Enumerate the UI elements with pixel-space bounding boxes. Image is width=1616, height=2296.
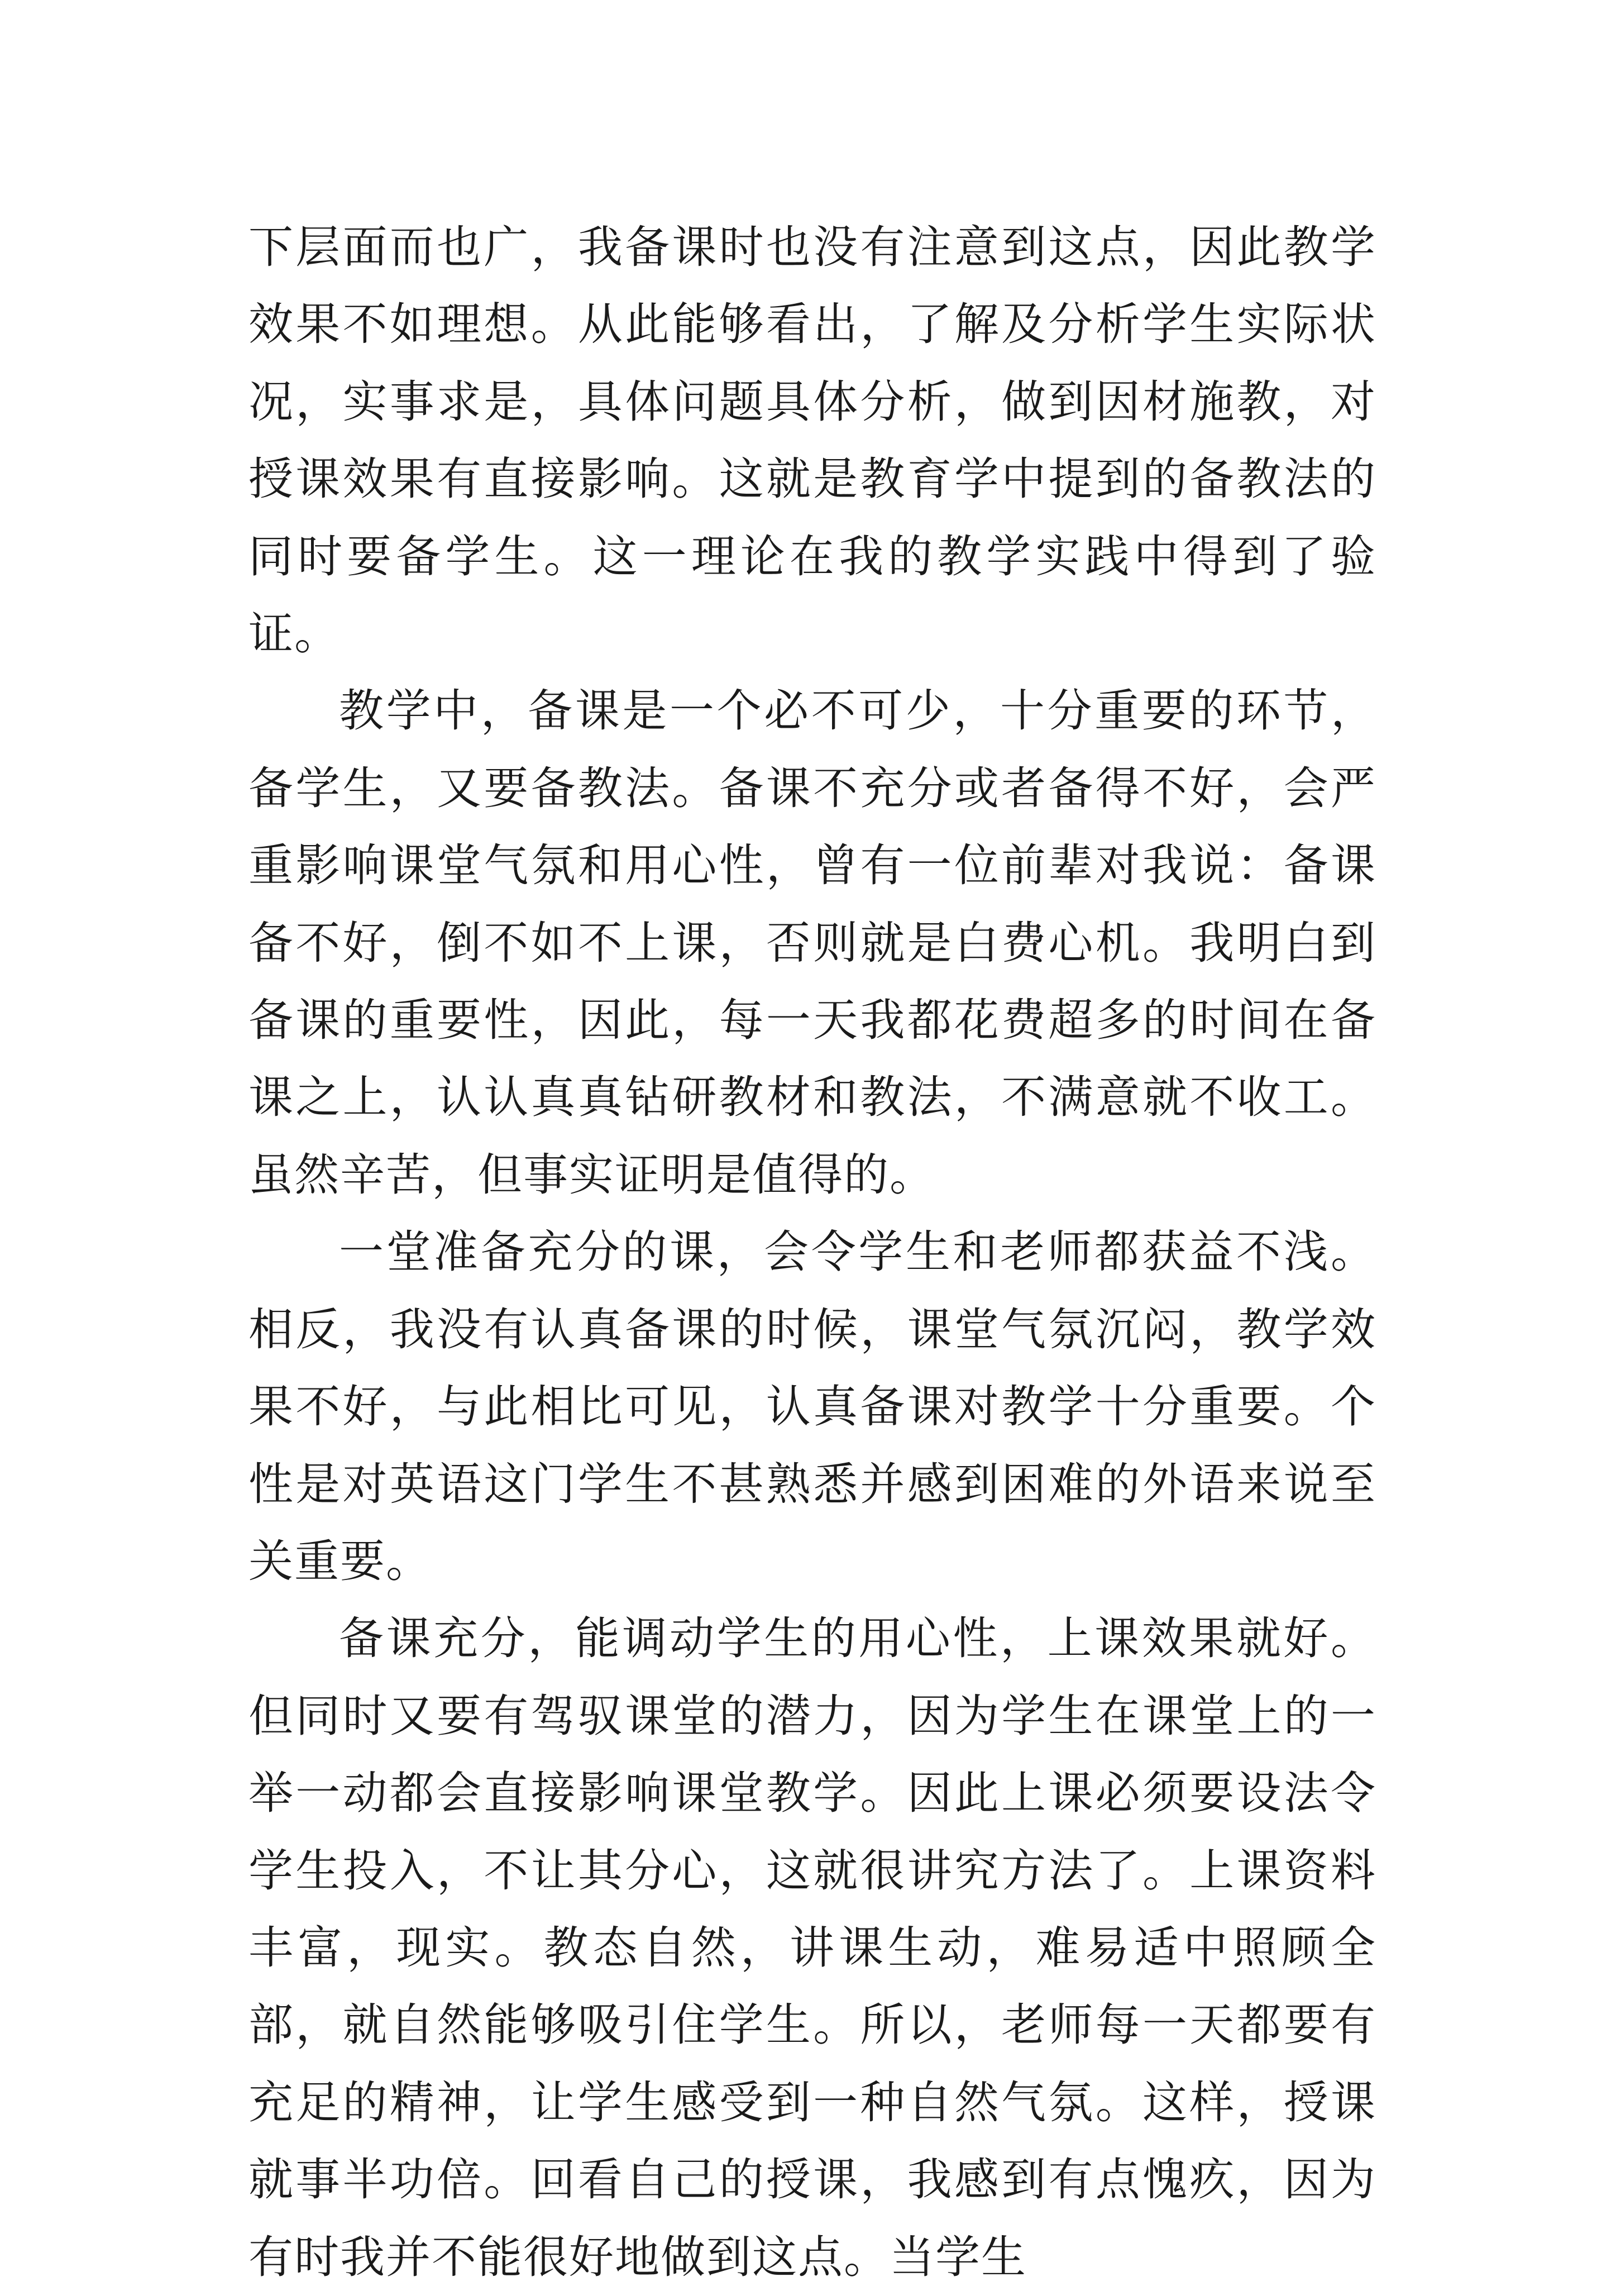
paragraph-2: 教学中，备课是一个必不可少，十分重要的环节，备学生，又要备教法。备课不充分或者备得不好，会严重影响课堂气氛和用心性，曾有一位前辈对我说：备课备不好，倒不如不上课，否则就是白费心机。我明白到备课的重要性，因此，每一天我都花费超多的时间在备课之上，认认真真钻研教材和教法，不满意就不收工。虽然辛苦，但事实证明是值得的。 (248, 685, 1376, 1201)
paragraph-4: 备课充分，能调动学生的用心性，上课效果就好。但同时又要有驾驭课堂的潜力，因为学生在课堂上的一举一动都会直接影响课堂教学。因此上课必须要设法令学生投入，不让其分心，这就很讲究方法了。上课资料丰富，现实。教态自然，讲课生动，难易适中照顾全部，就自然能够吸引住学生。所以，老师每一天都要有充足的精神，让学生感受到一种自然气氛。这样，授课就事半功倍。回看自己的授课，我感到有点愧疚，因为有时我并不能很好地做到这点。当学生 (248, 1612, 1376, 2283)
paragraph-1: 下层面而也广，我备课时也没有注意到这点，因此教学效果不如理想。从此能够看出，了解及分析学生实际状况，实事求是，具体问题具体分析，做到因材施教，对授课效果有直接影响。这就是教育学中提到的备教法的同时要备学生。这一理论在我的教学实践中得到了验证。 (248, 221, 1376, 660)
body-text (248, 209, 1376, 2296)
paragraph-3: 一堂准备充分的课，会令学生和老师都获益不浅。相反，我没有认真备课的时候，课堂气氛沉闷，教学效果不好，与此相比可见，认真备课对教学十分重要。个性是对英语这门学生不甚熟悉并感到困难的外语来说至关重要。 (248, 1226, 1376, 1587)
